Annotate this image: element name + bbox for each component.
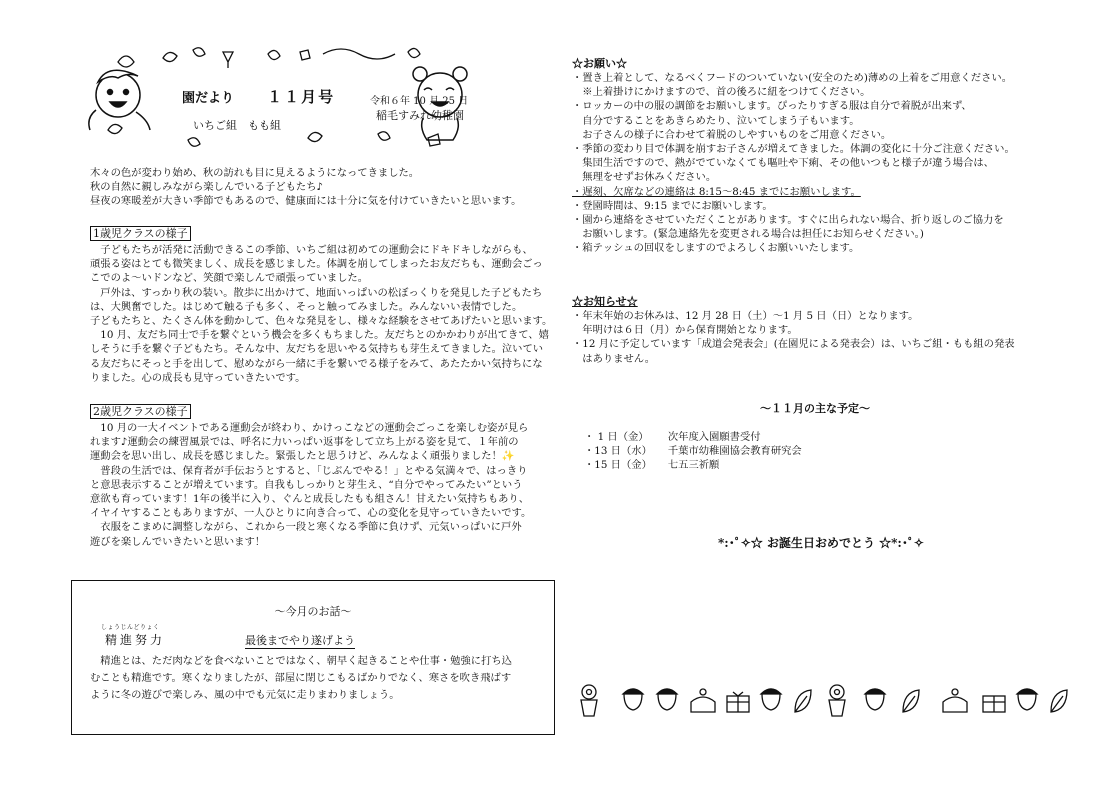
leaf-icon (108, 124, 122, 133)
leaf-icon (118, 56, 134, 67)
request-line: 自分ですることをあきらめたり、泣いてしまう子もいます。 (572, 114, 860, 127)
notice-line: ・年末年始のお休みは、12 月 28 日（土）～1 月 5 日（日）となります。 (572, 310, 919, 322)
leaf-icon (408, 48, 420, 57)
schedule-event: 七五三祈願 (667, 459, 720, 471)
cake-icon (691, 689, 715, 712)
section-line: 子どもたちが活発に活動できるこの季節、いちご組は初めての運動会にドキドキしながらも、 (90, 244, 533, 256)
section-line: 子どもたちと、たくさん体を動かして、色々な発見をし、様々な経験をさせてあげたいと思います。 (90, 315, 553, 328)
leaf-icon (193, 48, 205, 57)
schedule-event: 次年度入園願書受付 (667, 431, 761, 443)
section-line: 遊びを楽しんでいきたいと思います！ (90, 535, 266, 548)
leaf-icon (163, 52, 177, 61)
intro-line: 秋の自然に親しみながら楽しんでいる子どもたち♪ (90, 181, 324, 194)
boy-character-icon (89, 70, 150, 130)
section-heading: 2歳児クラスの様子 (90, 404, 191, 419)
schedule-date: ・15 日（金） (584, 459, 652, 471)
flower-pot-icon (829, 685, 845, 716)
story-line: ように冬の遊びで楽しみ、風の中でも元気に走りまわりましょう。 (90, 689, 400, 701)
leaf-icon (308, 132, 322, 141)
requests-heading: ☆お願い☆ (572, 57, 627, 70)
notices-heading: ☆お知らせ☆ (572, 295, 638, 308)
acorn-icon (1017, 689, 1037, 710)
acorn-icon (761, 689, 781, 710)
request-line: ・季節の変わり目で体調を崩すお子さんが増えてきました。体調の変化に十分ご注意ください。 (572, 143, 1015, 156)
schedule-date: ・ 1 日（金） (584, 431, 649, 443)
notices-section (572, 294, 1015, 366)
cake-icon (943, 689, 967, 712)
request-line: ・箱テッシュの回収をしますのでよろしくお願いいたします。 (572, 242, 860, 255)
request-line: お願いします。(緊急連絡先を変更される場合は担任にお知らせください。) (572, 228, 924, 241)
section-line: しそうに手を繋ぐ子どもたち。そんな中、友だちを思いやる気持ちも芽生えてきました。泣いてい (90, 343, 544, 356)
section-line: イヤイヤすることもありますが、一人ひとりに向き合って、心の変化を見守っていきたいです。 (90, 507, 532, 520)
section-2yo (90, 400, 531, 549)
request-line: 無理をせずお休みください。 (572, 171, 717, 184)
schedule-event: 千葉市幼稚園協会教育研究会 (667, 445, 802, 457)
section-heading: 1歳児クラスの様子 (90, 226, 191, 241)
section-line: 10 月、友だち同士で手を繋ぐという機会を多くもちました。友だちとのかかわりが出てきて、嬉 (90, 329, 549, 342)
section-line: る友だちにそっと手を出して、慰めながら一緒に手を繋いでる様子をみて、あたたかい気持ちにな (90, 357, 543, 370)
request-line: お子さんの様子に合わせて着脱のしやすいものをご用意ください。 (572, 128, 892, 141)
request-line: ・登園時間は、9:15 までにお願いします。 (572, 199, 773, 212)
requests-section (572, 56, 1015, 256)
acorn-icon (865, 689, 885, 710)
section-line: 運動会を思い出し、成長を感じました。緊張したと思うけど、みんなよく頑張りました！✨ (90, 450, 515, 463)
intro (90, 166, 521, 209)
intro-line: 木々の色が変わり始め、秋の訪れも目に見えるようになってきました。 (90, 167, 420, 179)
request-line: ・ロッカーの中の服の調節をお願いします。ぴったりすぎる服は自分で着脱が出来ず、 (572, 100, 972, 113)
schedule-row (584, 444, 808, 458)
story-word: 精進努力 (105, 633, 166, 647)
flower-pot-icon (581, 685, 597, 716)
leaf-icon (1051, 690, 1067, 712)
request-line: 集団生活ですので、熱がでていなくても嘔吐や下痢、その他いつもと様子が違う場合は、 (572, 157, 994, 170)
leaf-icon (903, 690, 919, 712)
request-line-underlined: ・遅刻、欠席などの連絡は 8:15～8:45 までにお願いします。 (572, 185, 861, 198)
notice-line: ・12 月に予定しています「成道会発表会」(在園児による発表会）は、いちご組・もも組の発表 (572, 338, 1015, 351)
schedule-date: ・13 日（水） (584, 445, 652, 457)
schedule-table (584, 430, 808, 472)
section-line: 頑張る姿はとても微笑ましく、成長を感じました。体調を崩してしまったお友だちも、運動会ごっ (90, 258, 543, 271)
story-body (90, 653, 512, 704)
section-line: こでのよ～いドンなど、笑顔で楽しんで頑張っていました。 (90, 272, 369, 285)
story-line: 精進とは、ただ肉などを食べないことではなく、朝早く起きることや仕事・勉強に打ち込 (90, 655, 512, 667)
leaf-icon (300, 50, 310, 60)
section-line: と意思表示することが増えています。自我もしっかりと芽生え、“自分でやってみたい”という (90, 478, 523, 491)
section-line: 10 月の一大イベントである運動会が終わり、かけっこなどの運動会ごっこを楽しむ姿が見ら (90, 422, 529, 434)
leaf-icon (378, 132, 390, 141)
request-line: ・置き上着として、なるべくフードのついていない(安全のため)薄めの上着をご用意ください。 (572, 72, 1012, 84)
section-line: れます♪運動会の練習風景では、呼名に力いっぱい返事をして立ち上がる姿を見て、１年前の (90, 436, 519, 449)
story-title: ～今月のお話～ (274, 605, 352, 618)
notice-line: 年明けは６日（月）から保育開始となります。 (572, 324, 798, 337)
acorn-icon (623, 689, 643, 710)
section-line: 戸外は、すっかり秋の装い。散歩に出かけて、地面いっぱいの松ぼっくりを発見した子どもたち (90, 286, 543, 299)
swirl-icon (323, 49, 395, 59)
story-box (71, 580, 555, 735)
leaf-icon (188, 138, 200, 147)
schedule-title: ～１１月の主な予定～ (760, 402, 870, 415)
leaf-icon (268, 50, 280, 59)
acorn-icon (657, 689, 677, 710)
birthday-banner: *:･ﾟ✧☆ お誕生日おめでとう ☆*:･ﾟ✧ (718, 536, 924, 550)
gift-icon (727, 692, 749, 712)
issue-date: 令和６年 10 月 25 日 (370, 96, 469, 107)
section-line: りました。心の成長も見守っていきたいです。 (90, 371, 306, 384)
gift-icon (983, 696, 1005, 712)
story-ruby: しょうじんどりょく (101, 624, 160, 631)
section-line: 意欲も育っています！1年の後半に入り、ぐんと成長したもも組さん！甘えたい気持ちもあり、 (90, 493, 530, 506)
newsletter-title: 園だより (182, 91, 235, 106)
leaf-icon (223, 52, 233, 68)
schedule-row (584, 458, 808, 472)
request-line: ※上着掛けにかけますので、首の後ろに紐をつけてください。 (572, 86, 871, 99)
footer-decoration (575, 682, 1075, 722)
request-line: ・園から連絡をさせていただくことがあります。すぐに出られない場合、折り返しのご協力を (572, 214, 1004, 227)
leaf-icon (795, 690, 811, 712)
story-line: むことも精進です。寒くなりましたが、部屋に閉じこもるばかりでなく、寒さを吹き飛ばす (90, 672, 512, 684)
issue-label: １１月号 (267, 88, 336, 106)
section-line: 普段の生活では、保育者が手伝おうとすると、「じぶんでやる！」とやる気満々で、はっきり (90, 464, 528, 477)
header-title-block (182, 86, 335, 107)
school-name: 稲毛すみれ幼稚園 (376, 109, 464, 122)
section-line: は、大興奮でした。はじめて触る子も多く、そっと触ってみました。みんないい表情でした。 (90, 300, 523, 313)
section-line: 衣服をこまめに調整しながら、これから一段と寒くなる季節に負けず、元気いっぱいに戸外 (90, 521, 522, 534)
section-1yo (90, 222, 552, 385)
intro-line: 昼夜の寒暖差が大きい季節でもあるので、健康面には十分に気を付けていきたいと思います。 (90, 195, 522, 208)
story-meaning: 最後までやり遂げよう (245, 634, 355, 647)
notice-line: はありません。 (572, 352, 655, 365)
class-names: いちご組 もも組 (193, 119, 281, 132)
schedule-row (584, 430, 808, 444)
